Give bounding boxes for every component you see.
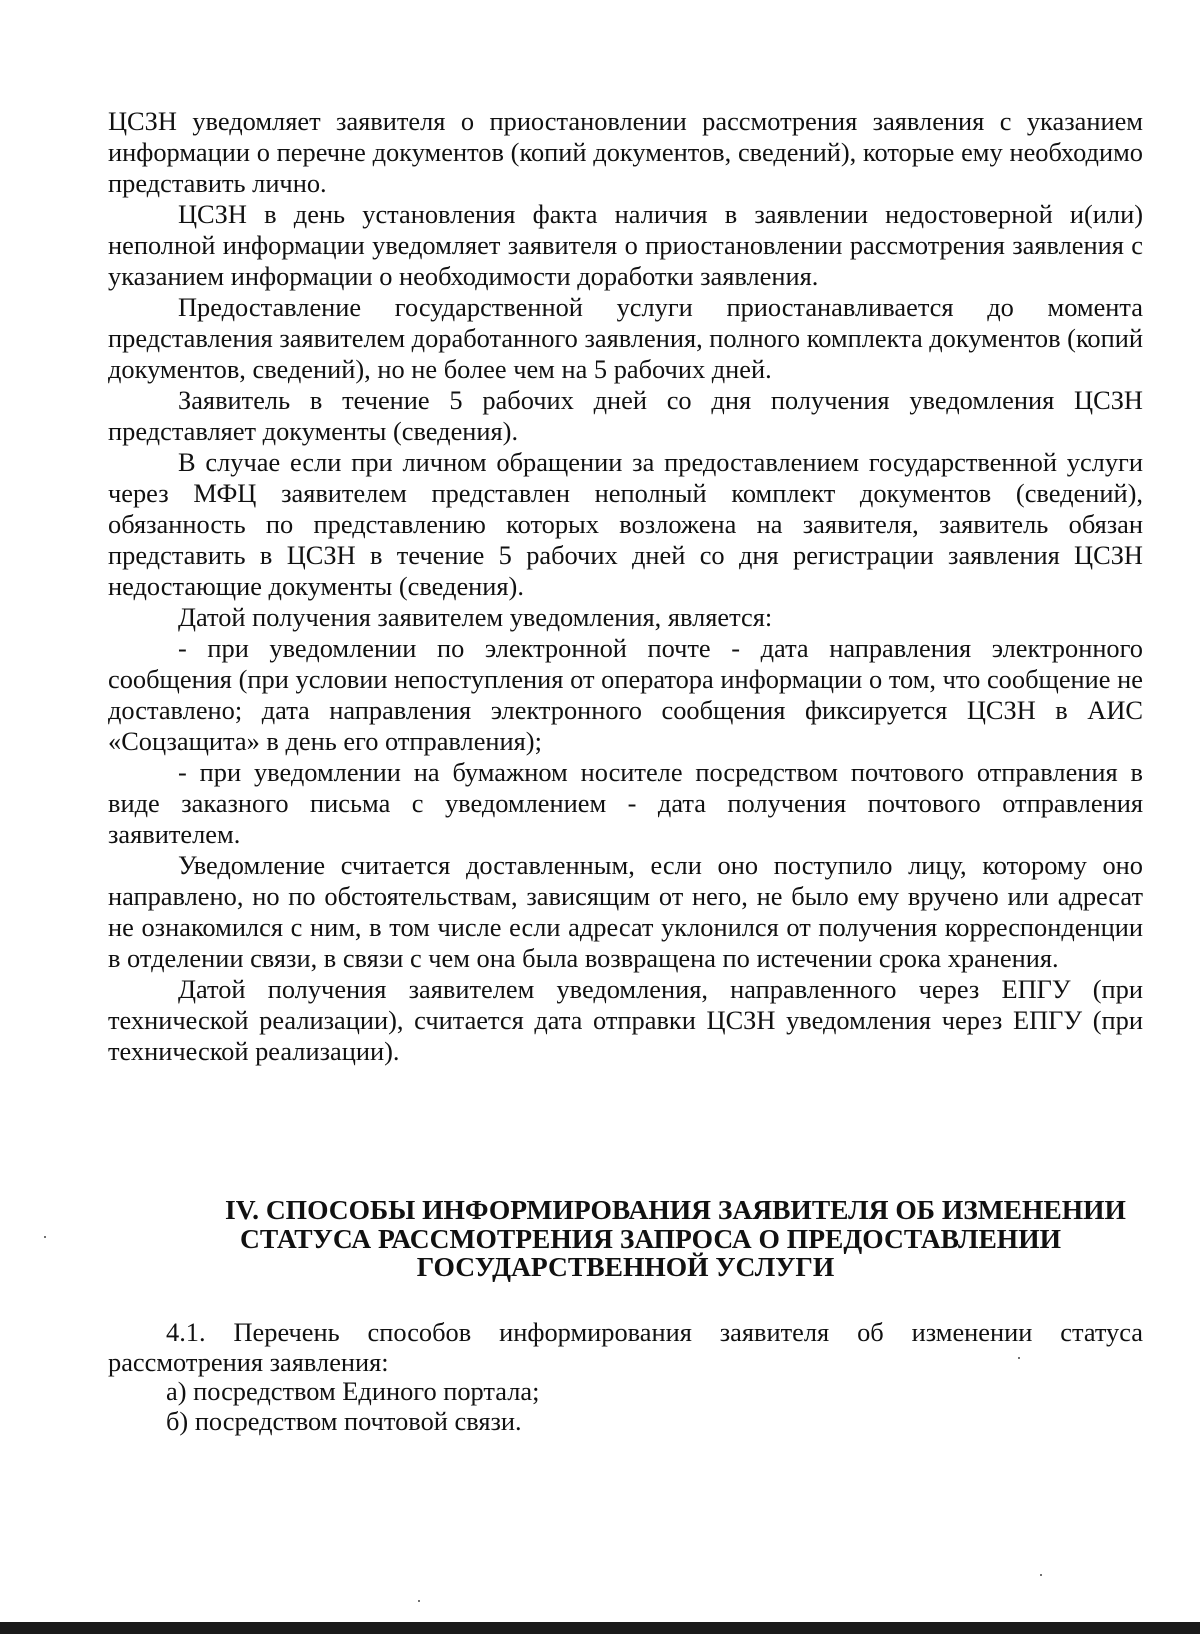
list-item-single-portal: а) посредством Единого портала; <box>166 1376 540 1406</box>
paragraph-paper-notification: - при уведомлении на бумажном носителе посредством почтового отправления в виде заказного письма с уведомлением - дата получения почтового отправления заявителем. <box>108 757 1143 849</box>
paragraph-notification-suspension: ЦСЗН уведомляет заявителя о приостановлении рассмотрения заявления с указанием информации о перечне документов (копий документов, сведений), которые ему необходимо представить лично. <box>108 106 1143 198</box>
paragraph-epgu-notification: Датой получения заявителем уведомления, направленного через ЕПГУ (при технической реализации), считается дата отправки ЦСЗН уведомления через ЕПГУ (при технической реализации). <box>108 974 1143 1066</box>
scan-border-bottom <box>0 1622 1200 1634</box>
section-heading <box>108 1196 1143 1282</box>
section-heading-line-1: IV. СПОСОБЫ ИНФОРМИРОВАНИЯ ЗАЯВИТЕЛЯ ОБ ИЗМЕНЕНИИ <box>225 1194 1126 1225</box>
scan-speck <box>418 1600 420 1602</box>
paragraph-mfc-incomplete: В случае если при личном обращении за предоставлением государственной услуги через МФЦ заявителем представлен неполный комплект документов (сведений), обязанность по представлению которых возложена на заявителя, заявитель обязан представить в ЦСЗН в течение 5 рабочих дней со дня регистрации заявления ЦСЗН недостающие документы (сведения). <box>108 447 1143 601</box>
paragraph-applicant-deadline: Заявитель в течение 5 рабочих дней со дня получения уведомления ЦСЗН представляет документы (сведения). <box>108 385 1143 446</box>
section-heading-line-3: ГОСУДАРСТВЕННОЙ УСЛУГИ <box>416 1251 835 1282</box>
scan-speck <box>44 1236 46 1238</box>
paragraph-email-notification: - при уведомлении по электронной почте - дата направления электронного сообщения (при условии непоступления от оператора информации о том, что сообщение не доставлено; дата направления электронного сообщения фиксируется ЦСЗН в АИС «Соцзащита» в день его отправления); <box>108 633 1143 756</box>
scan-speck <box>1018 1357 1020 1359</box>
paragraph-incomplete-info: ЦСЗН в день установления факта наличия в заявлении недостоверной и(или) неполной информации уведомляет заявителя о приостановлении рассмотрения заявления с указанием информации о необходимости доработки заявления. <box>108 199 1143 291</box>
paragraph-delivered-notification: Уведомление считается доставленным, если оно поступило лицу, которому оно направлено, но по обстоятельствам, зависящим от него, не было ему вручено или адресат не ознакомился с ним, в том числе если адресат уклонился от получения корреспонденции в отделении связи, в связи с чем она была возвращена по истечении срока хранения. <box>108 850 1143 973</box>
scan-speck <box>1040 1574 1042 1576</box>
section-paragraph-4-1: 4.1. Перечень способов информирования заявителя об изменении статуса рассмотрения заявления: <box>108 1317 1143 1377</box>
list-item-postal: б) посредством почтовой связи. <box>166 1405 522 1436</box>
paragraph-receipt-date: Датой получения заявителем уведомления, является: <box>178 602 773 632</box>
document-body <box>108 106 1143 1067</box>
paragraph-service-suspended: Предоставление государственной услуги приостанавливается до момента представления заявителем доработанного заявления, полного комплекта документов (копий документов, сведений), но не более чем на 5 рабочих дней. <box>108 292 1143 384</box>
section-heading-line-2: СТАТУСА РАССМОТРЕНИЯ ЗАПРОСА О ПРЕДОСТАВЛЕНИИ <box>240 1222 1061 1254</box>
section-4-content <box>108 1318 1143 1436</box>
